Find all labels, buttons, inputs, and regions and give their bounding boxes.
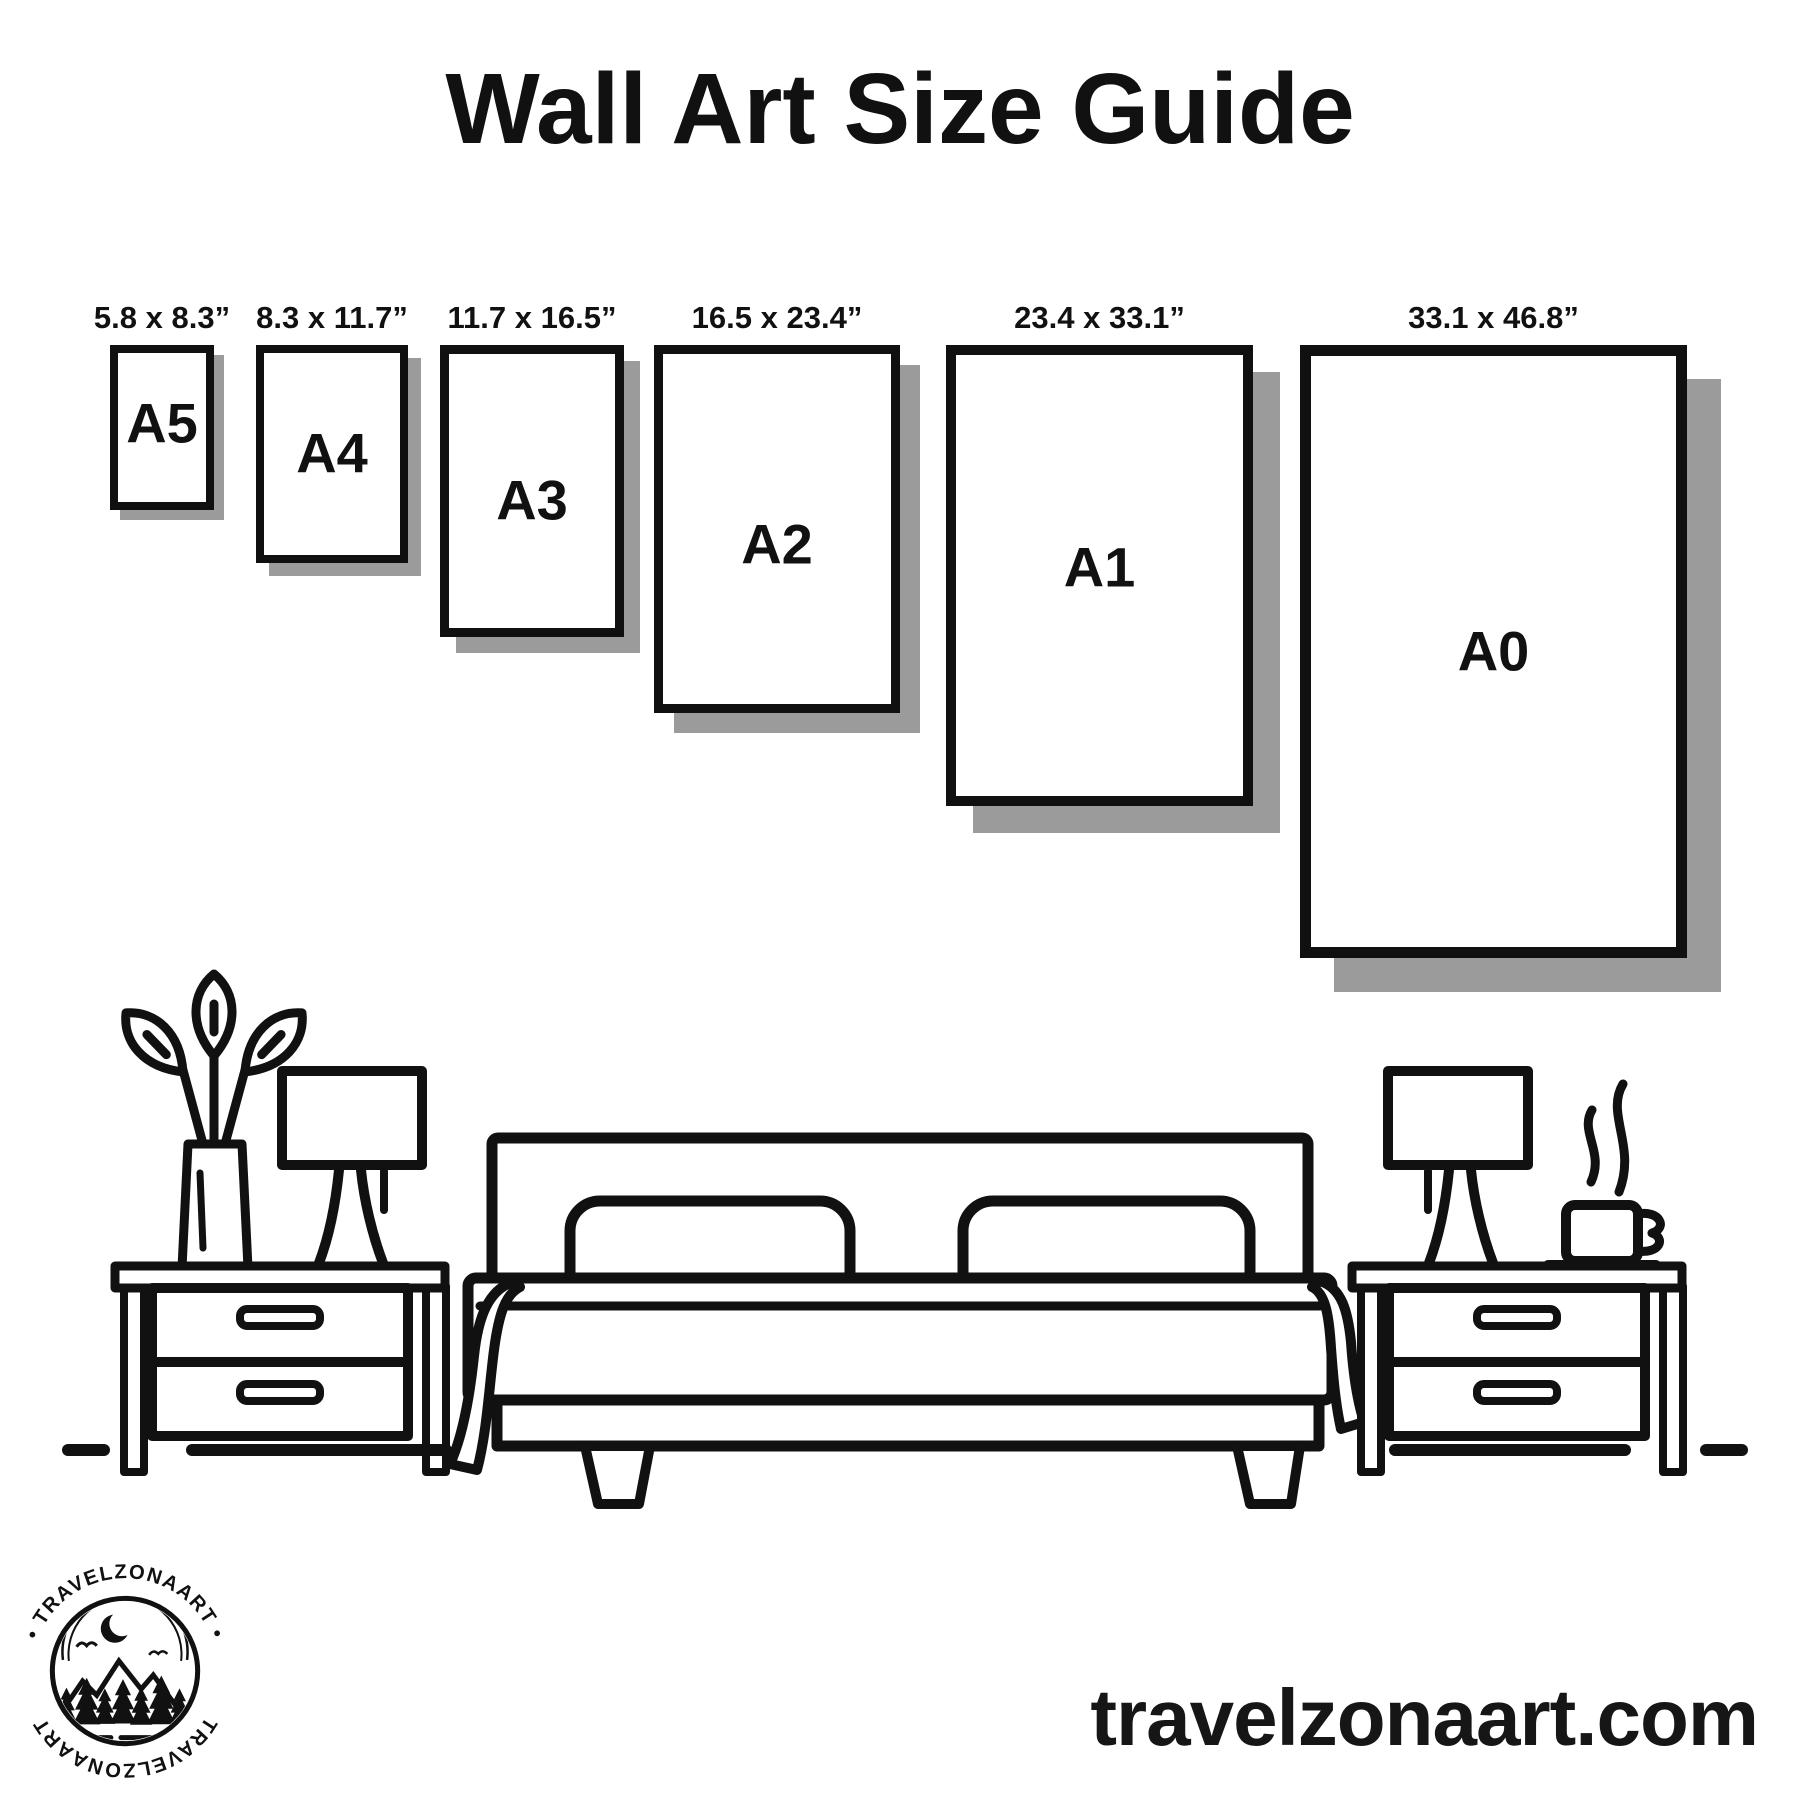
drawer-handle	[1477, 1384, 1557, 1401]
frame-box	[1300, 345, 1687, 958]
mattress	[468, 1278, 1332, 1400]
frame-box	[654, 345, 900, 713]
table-lamp-right-icon	[1388, 1071, 1528, 1263]
vase	[182, 1144, 248, 1268]
frame-a1	[946, 345, 1253, 806]
drawer-handle	[240, 1309, 320, 1326]
page-title: Wall Art Size Guide	[445, 53, 1355, 165]
nightstand-left-icon	[115, 1266, 446, 1472]
lamp-shade	[282, 1071, 422, 1165]
dimension-label: 16.5 x 23.4”	[691, 300, 863, 335]
bed-leg	[1237, 1446, 1300, 1504]
bedroom-scene	[0, 958, 1800, 1520]
frame-a3	[440, 345, 624, 637]
frame-box	[256, 345, 408, 563]
size-letter: A1	[1063, 535, 1136, 599]
size-letter: A2	[741, 512, 813, 576]
bed-leg	[585, 1446, 650, 1504]
bed-icon	[450, 1138, 1364, 1504]
frame-a0	[1300, 345, 1687, 958]
size-letter: A3	[496, 468, 568, 532]
nightstand-leg	[1361, 1286, 1381, 1472]
frame-box	[946, 345, 1253, 806]
dimension-label: 5.8 x 8.3”	[93, 300, 231, 335]
frame-a4	[256, 345, 408, 563]
size-letter: A5	[126, 391, 198, 455]
frame-box	[110, 345, 214, 510]
size-letter: A4	[296, 421, 368, 485]
dimension-label: 8.3 x 11.7”	[256, 300, 408, 335]
dimension-label: 11.7 x 16.5”	[447, 300, 617, 335]
nightstand-right-icon	[1352, 1266, 1683, 1472]
table-lamp-left-icon	[282, 1071, 422, 1263]
frame-a2	[654, 345, 900, 713]
frame-box	[440, 345, 624, 637]
drawer-handle	[240, 1384, 320, 1401]
brand-logo	[14, 1558, 236, 1780]
frame-a5	[110, 345, 214, 510]
bed-base	[497, 1400, 1319, 1446]
nightstand-leg	[124, 1286, 144, 1472]
steam-icon	[1617, 1084, 1624, 1192]
mug-body	[1566, 1205, 1638, 1261]
dimension-label: 23.4 x 33.1”	[1014, 300, 1185, 335]
nightstand-leg	[1663, 1286, 1683, 1472]
drawer-handle	[1477, 1309, 1557, 1326]
coffee-mug-icon	[1548, 1084, 1660, 1265]
size-letter: A0	[1457, 619, 1530, 683]
lamp-shade	[1388, 1071, 1528, 1165]
website-url: travelzonaart.com	[1090, 1673, 1758, 1762]
dimension-label: 33.1 x 46.8”	[1408, 300, 1579, 335]
logo-arc-text-bottom: TRAVELZONAART	[29, 1713, 221, 1780]
logo-arc-text-top: • TRAVELZONAART •	[21, 1560, 229, 1643]
steam-icon	[1588, 1110, 1595, 1182]
